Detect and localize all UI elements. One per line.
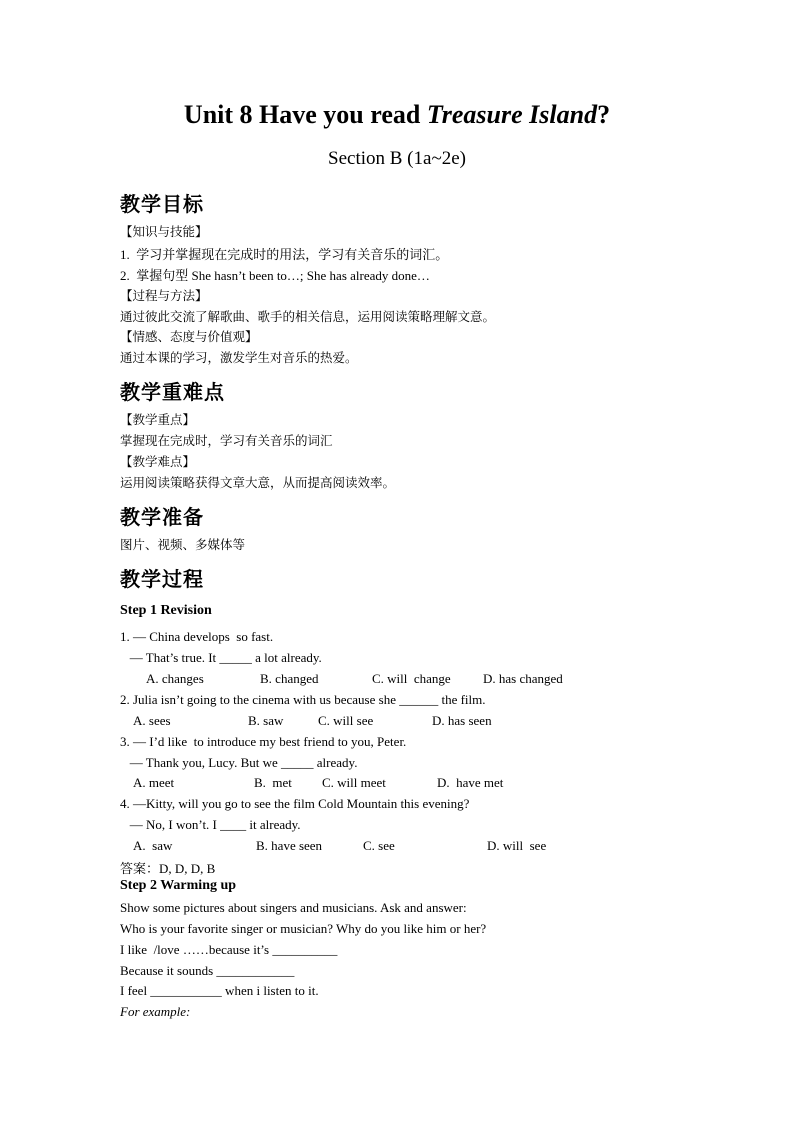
title-text: Unit 8 Have you read — [183, 100, 427, 129]
page-title — [0, 100, 794, 130]
question-1-line-2: — That’s true. It _____ a lot already. — [120, 650, 322, 665]
warmup-line-5: I feel ___________ when i listen to it. — [120, 983, 319, 998]
page-subtitle: Section B (1a~2e) — [328, 148, 466, 169]
q3-option-b: B. met — [254, 775, 292, 790]
focus-label: 【教学重点】 — [120, 412, 196, 427]
q4-option-b: B. have seen — [256, 838, 323, 853]
prep-heading: 教学准备 — [120, 505, 204, 529]
q3-option-a: A. meet — [133, 775, 175, 790]
warmup-line-2: Who is your favorite singer or musician? Why do you like him or her? — [120, 921, 487, 936]
focus-text: 掌握现在完成时，学习有关音乐的词汇 — [120, 433, 333, 448]
objectives-heading: 教学目标 — [120, 192, 204, 216]
question-4-line-2: — No, I won’t. I ____ it already. — [120, 817, 301, 832]
q1-option-c: C. will change — [372, 671, 451, 686]
knowledge-label: 【知识与技能】 — [120, 224, 208, 239]
knowledge-item-2: 2. 掌握句型 She hasn’t been to…; She has already done… — [120, 268, 430, 283]
answer-key: 答案：D, D, D, B — [120, 861, 216, 876]
q3-option-d: D. have met — [437, 775, 504, 790]
warmup-line-1: Show some pictures about singers and musicians. Ask and answer: — [120, 900, 467, 915]
warmup-line-3: I like /love ……because it’s __________ — [120, 942, 338, 957]
emotion-label: 【情感、态度与价值观】 — [120, 329, 258, 344]
process-method-label: 【过程与方法】 — [120, 288, 208, 303]
q4-option-a: A. saw — [133, 838, 173, 853]
question-3-line-1: 3. — I’d like to introduce my best friend to you, Peter. — [120, 734, 407, 749]
q3-option-c: C. will meet — [322, 775, 386, 790]
prep-text: 图片、视频、多媒体等 — [120, 537, 246, 552]
q1-option-a: A. changes — [146, 671, 204, 686]
process-heading: 教学过程 — [120, 567, 204, 591]
q2-option-c: C. will see — [318, 713, 374, 728]
q2-option-d: D. has seen — [432, 713, 492, 728]
q1-option-d: D. has changed — [483, 671, 563, 686]
q4-option-c: C. see — [363, 838, 395, 853]
step2-heading: Step 2 Warming up — [120, 878, 237, 893]
title-book-name: Treasure Island — [426, 100, 598, 129]
question-1-line-1: 1. — China develops so fast. — [120, 629, 274, 644]
q2-option-a: A. sees — [133, 713, 171, 728]
keypoints-heading: 教学重难点 — [120, 380, 225, 404]
question-3-line-2: — Thank you, Lucy. But we _____ already. — [120, 755, 358, 770]
q1-option-b: B. changed — [260, 671, 319, 686]
q4-option-d: D. will see — [487, 838, 547, 853]
knowledge-item-1: 1. 学习并掌握现在完成时的用法，学习有关音乐的词汇。 — [120, 247, 449, 262]
warmup-example-label: For example: — [120, 1004, 191, 1019]
title-question-mark: ? — [597, 100, 611, 129]
process-method-text: 通过彼此交流了解歌曲、歌手的相关信息，运用阅读策略理解文意。 — [120, 309, 496, 324]
question-4-line-1: 4. —Kitty, will you go to see the film Cold Mountain this evening? — [120, 796, 470, 811]
question-2: 2. Julia isn’t going to the cinema with us because she ______ the film. — [120, 692, 486, 707]
emotion-text: 通过本课的学习，激发学生对音乐的热爱。 — [120, 350, 358, 365]
difficulty-label: 【教学难点】 — [120, 454, 196, 469]
warmup-line-4: Because it sounds ____________ — [120, 963, 295, 978]
difficulty-text: 运用阅读策略获得文章大意，从而提高阅读效率。 — [120, 475, 396, 490]
q2-option-b: B. saw — [248, 713, 284, 728]
step1-heading: Step 1 Revision — [120, 603, 212, 618]
